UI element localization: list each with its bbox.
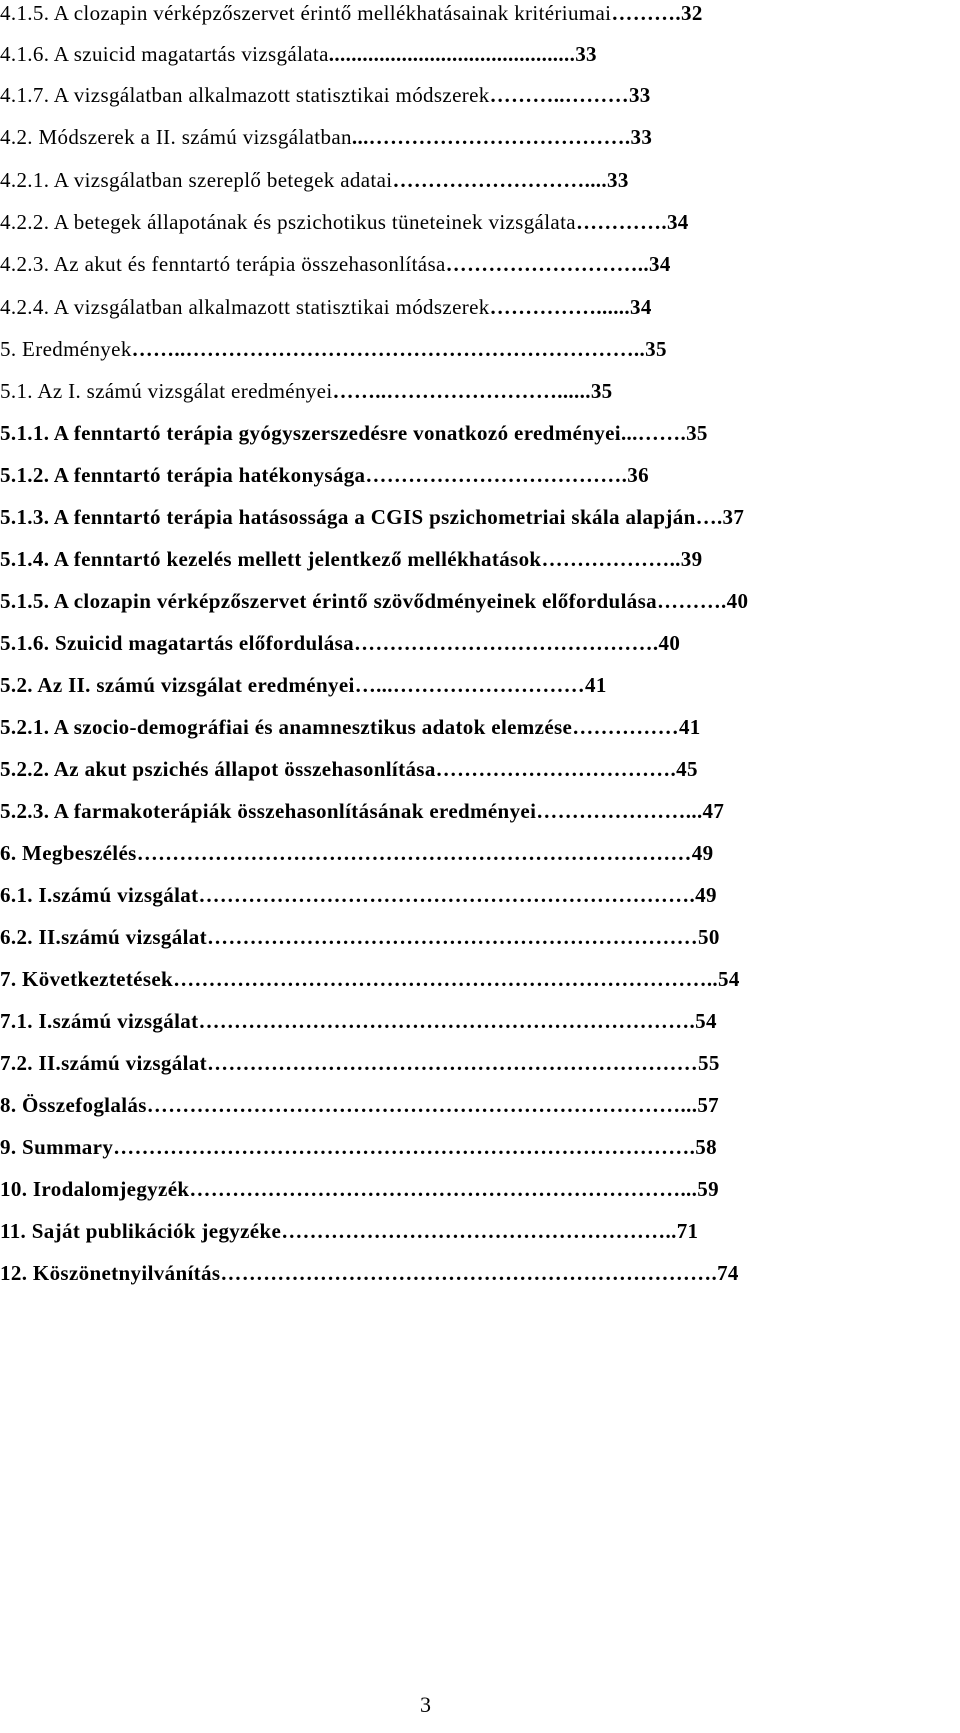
toc-entry-page: 54 <box>718 967 740 991</box>
toc-entry-page: 35 <box>686 421 708 445</box>
toc-entry <box>0 294 652 320</box>
toc-entry-title: 8. Összefoglalás <box>0 1093 147 1117</box>
toc-entry-title: 5.2.3. A farmakoterápiák összehasonlításának eredményei <box>0 799 537 823</box>
toc-entry <box>0 714 701 740</box>
toc-entry-leader: ............................................ <box>328 42 576 66</box>
toc-entry-title: 4.2.2. A betegek állapotának és pszichotikus tüneteinek vizsgálata <box>0 210 576 234</box>
toc-entry <box>0 336 667 362</box>
toc-entry-page: 40 <box>726 589 749 613</box>
toc-entry-page: 32 <box>681 1 703 25</box>
toc-entry-title: 6. Megbeszélés <box>0 841 137 865</box>
toc-entry-page: 59 <box>697 1177 719 1201</box>
toc-entry-title: 4.2.3. Az akut és fenntartó terápia összehasonlítása <box>0 252 446 276</box>
toc-entry-title: 5.1.1. A fenntartó terápia gyógyszerszedésre vonatkozó eredményei <box>0 421 621 445</box>
toc-entry-title: 5.2.1. A szocio-demográfiai és anamnesztikus adatok elemzése <box>0 715 573 739</box>
toc-entry-leader: …………………... <box>536 799 703 823</box>
toc-entry-page: 33 <box>607 168 629 192</box>
toc-entry-title: 5.1. Az I. számú vizsgálat eredményei <box>0 379 333 403</box>
toc-entry-leader: ………………………………………………………………….. <box>173 967 719 991</box>
toc-entry-leader: ………. <box>611 1 682 25</box>
toc-entry-leader: …………………………………………………………………… <box>136 841 692 865</box>
page-number: 3 <box>420 1692 431 1717</box>
toc-entry-title: 5.1.3. A fenntartó terápia hatásossága a CGIS pszichometriai skála alapján <box>0 505 696 529</box>
toc-entry-title: 7.2. II.számú vizsgálat <box>0 1051 207 1075</box>
toc-entry-leader: ………. <box>657 589 727 613</box>
toc-entry-page: 49 <box>691 841 714 865</box>
toc-entry-page: 41 <box>585 673 607 697</box>
toc-entry-leader: ……………………………. <box>435 757 677 781</box>
toc-entry-title: 4.2.1. A vizsgálatban szereplő betegek adatai <box>0 168 393 192</box>
toc-entry <box>0 924 720 950</box>
toc-entry-title: 4.1.7. A vizsgálatban alkalmazott statisztikai módszerek <box>0 83 490 107</box>
toc-entry-page: 55 <box>698 1051 720 1075</box>
toc-entry-page: 39 <box>680 547 703 571</box>
toc-entry-page: 58 <box>695 1135 717 1159</box>
toc-entry-title: 5.1.4. A fenntartó kezelés mellett jelentkező mellékhatások <box>0 547 542 571</box>
toc-entry <box>0 798 724 824</box>
toc-entry-leader: …. <box>695 505 723 529</box>
toc-entry-leader: ……………………………………………………………... <box>189 1177 698 1201</box>
toc-entry-title: 10. Irodalomjegyzék <box>0 1177 190 1201</box>
toc-entry-page: 57 <box>697 1093 720 1117</box>
toc-entry-title: 5.1.5. A clozapin vérképzőszervet érintő szövődményeinek előfordulása <box>0 589 657 613</box>
toc-entry <box>0 630 680 656</box>
toc-entry <box>0 756 698 782</box>
toc-entry-leader: ……………………………………………………………. <box>198 1009 696 1033</box>
toc-entry-leader: ……………………………………………….. <box>281 1219 677 1243</box>
toc-entry-page: 37 <box>722 505 745 529</box>
toc-entry-title: 6.1. I.számú vizsgálat <box>0 883 199 907</box>
toc-entry-title: 5.2. Az II. számú vizsgálat eredményei <box>0 673 355 697</box>
toc-entry <box>0 588 748 614</box>
toc-entry <box>0 966 740 992</box>
toc-entry-title: 5.2.2. Az akut pszichés állapot összehasonlítása <box>0 757 436 781</box>
toc-entry <box>0 1134 717 1160</box>
toc-entry <box>0 251 671 277</box>
toc-entry-leader: …………. <box>575 210 667 234</box>
toc-entry-page: 49 <box>695 883 717 907</box>
toc-entry-page: 36 <box>627 463 649 487</box>
toc-entry <box>0 1050 720 1076</box>
toc-entry-title: 6.2. II.számú vizsgálat <box>0 925 207 949</box>
toc-entry <box>0 167 629 193</box>
toc-entry-page: 71 <box>676 1219 699 1243</box>
toc-entry-title: 4.2. Módszerek a II. számú vizsgálatban <box>0 125 352 149</box>
toc-entry-page: 33 <box>630 125 653 149</box>
toc-entry-title: 4.1.6. A szuicid magatartás vizsgálata <box>0 42 329 66</box>
toc-entry <box>0 82 651 108</box>
toc-entry-page: 47 <box>702 799 725 823</box>
toc-entry-leader: ……………...... <box>489 295 630 319</box>
toc-entry-leader: ……..……………………………………………………….. <box>131 337 646 361</box>
toc-entry <box>0 1260 739 1286</box>
toc-entry-page: 35 <box>645 337 667 361</box>
toc-entry-leader: …………………………………………………………… <box>206 925 699 949</box>
toc-entry <box>0 1218 698 1244</box>
toc-entry-leader: ………..……… <box>489 83 629 107</box>
toc-entry-leader: ...………………………………. <box>351 125 631 149</box>
toc-entry-title: 12. Köszönetnyilvánítás <box>0 1261 221 1285</box>
toc-entry-title: 5.1.2. A fenntartó terápia hatékonysága <box>0 463 366 487</box>
toc-entry-leader: ...……. <box>620 421 687 445</box>
toc-entry <box>0 840 714 866</box>
toc-entry <box>0 546 702 572</box>
toc-entry-title: 4.2.4. A vizsgálatban alkalmazott statisztikai módszerek <box>0 295 490 319</box>
toc-entry-title: 9. Summary <box>0 1135 114 1159</box>
toc-entry <box>0 1092 719 1118</box>
toc-entry-page: 33 <box>628 83 651 107</box>
toc-entry <box>0 504 744 530</box>
toc-entry-page: 41 <box>678 715 701 739</box>
toc-entry <box>0 882 717 908</box>
toc-entry <box>0 209 689 235</box>
toc-entry-page: 35 <box>590 379 613 403</box>
toc-entry-leader: ……………………………………………………………. <box>198 883 696 907</box>
toc-entry-title: 4.1.5. A clozapin vérképzőszervet érintő mellékhatásainak kritériumai <box>0 1 612 25</box>
toc-entry-leader: ……………………………………. <box>353 631 659 655</box>
toc-entry-leader: ………………………………………………………………………. <box>113 1135 696 1159</box>
toc-entry-leader: ………………………………. <box>365 463 628 487</box>
toc-entry-leader: …………………………………………………………… <box>206 1051 699 1075</box>
toc-entry-leader: ……………………….... <box>392 168 608 192</box>
toc-entry <box>0 420 708 446</box>
toc-entry-title: 5. Eredmények <box>0 337 132 361</box>
toc-entry-title: 7.1. I.számú vizsgálat <box>0 1009 199 1033</box>
toc-entry-leader: ……………….. <box>541 547 681 571</box>
toc-entry-page: 40 <box>658 631 681 655</box>
toc-entry-page: 34 <box>666 210 689 234</box>
toc-entry-page: 54 <box>695 1009 717 1033</box>
toc-entry <box>0 41 597 67</box>
toc-entry <box>0 378 613 404</box>
toc-entry-page: 34 <box>649 252 671 276</box>
toc-entry-page: 74 <box>717 1261 739 1285</box>
toc-entry-page: 50 <box>698 925 720 949</box>
toc-entry-page: 45 <box>676 757 698 781</box>
toc-entry-title: 11. Saját publikációk jegyzéke <box>0 1219 282 1243</box>
toc-entry-title: 5.1.6. Szuicid magatartás előfordulása <box>0 631 354 655</box>
toc-entry-leader: …………………………………………………………………... <box>146 1093 698 1117</box>
toc-entry-leader: ……..……………………...... <box>332 379 591 403</box>
toc-entry-leader: …………… <box>572 715 679 739</box>
toc-entry <box>0 462 649 488</box>
toc-entry <box>0 1008 717 1034</box>
toc-entry-title: 7. Következtetések <box>0 967 174 991</box>
toc-entry-leader: ……………………….. <box>445 252 650 276</box>
toc-entry-leader: ……………………………………………………………. <box>220 1261 718 1285</box>
toc-entry <box>0 672 607 698</box>
toc-entry-page: 33 <box>575 42 597 66</box>
toc-entry-page: 34 <box>630 295 652 319</box>
toc-entry <box>0 1176 719 1202</box>
toc-entry-leader: …...……………………… <box>354 673 586 697</box>
toc-entry <box>0 124 652 150</box>
toc-entry <box>0 0 837 26</box>
